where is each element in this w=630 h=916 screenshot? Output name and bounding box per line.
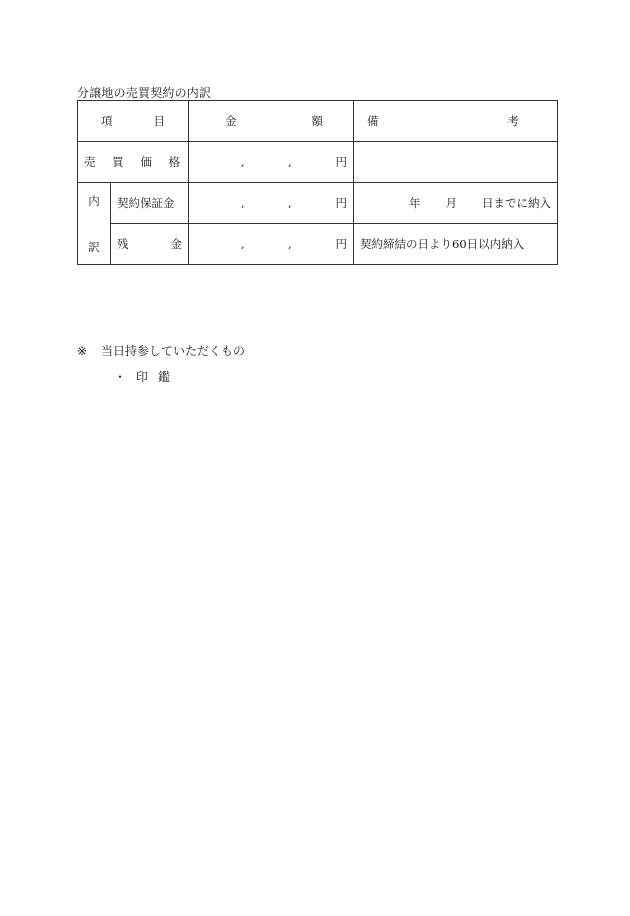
yen-unit: 円 (335, 237, 347, 251)
header-remarks-char: 備 (367, 114, 379, 128)
amount-comma: , (241, 196, 245, 210)
header-remarks-cell (354, 101, 558, 142)
notes-item-text: 印鑑 (136, 370, 181, 384)
side-label-char: 内 (88, 193, 100, 208)
breakdown-table (77, 100, 558, 265)
header-amount-char: 額 (311, 114, 323, 128)
balance-remarks: 契約締結の日より60日以内納入 (360, 237, 525, 251)
header-amount-char: 金 (225, 114, 237, 128)
sale-price-label-char: 売 (84, 155, 96, 169)
header-item-char: 項 (101, 114, 113, 128)
sale-price-label-char: 買 (112, 155, 124, 169)
document-title: 分譲地の売買契約の内訳 (77, 86, 212, 100)
deposit-day-label: 日までに納入 (482, 196, 551, 210)
amount-comma: , (288, 155, 292, 169)
balance-label-char: 金 (170, 237, 182, 251)
deposit-label-cell (111, 183, 189, 224)
breakdown-side-label (78, 183, 111, 265)
balance-remarks-cell (354, 224, 558, 265)
amount-comma: , (241, 237, 245, 251)
side-label-char: 訳 (88, 239, 100, 254)
notes-heading-text: 当日持参していただくもの (101, 344, 246, 358)
deposit-row (78, 183, 558, 224)
sale-price-label-cell (78, 142, 189, 183)
balance-label-cell (111, 224, 189, 265)
header-row (78, 101, 558, 142)
deposit-label: 契約保証金 (117, 196, 175, 210)
balance-label-char: 残 (117, 237, 129, 251)
yen-unit: 円 (335, 155, 347, 169)
sale-price-row (78, 142, 558, 183)
amount-comma: , (241, 155, 245, 169)
sale-price-remarks-cell (354, 142, 558, 183)
sale-price-label-char: 価 (140, 155, 152, 169)
notes-heading (77, 342, 245, 359)
deposit-remarks-cell (354, 183, 558, 224)
amount-comma: , (288, 237, 292, 251)
sale-price-label-char: 格 (168, 155, 180, 169)
deposit-year-label: 年 (409, 196, 421, 210)
reference-mark: ※ (77, 343, 88, 358)
sale-price-amount-cell (189, 142, 354, 183)
balance-row (78, 224, 558, 265)
header-item-cell (78, 101, 189, 142)
deposit-amount-cell (189, 183, 354, 224)
header-amount-cell (189, 101, 354, 142)
bullet-point: ・ (114, 370, 127, 384)
header-remarks-char: 考 (507, 114, 519, 128)
amount-comma: , (288, 196, 292, 210)
deposit-month-label: 月 (445, 196, 457, 210)
yen-unit: 円 (335, 196, 347, 210)
notes-item (114, 368, 180, 385)
balance-amount-cell (189, 224, 354, 265)
header-item-char: 目 (153, 114, 165, 128)
